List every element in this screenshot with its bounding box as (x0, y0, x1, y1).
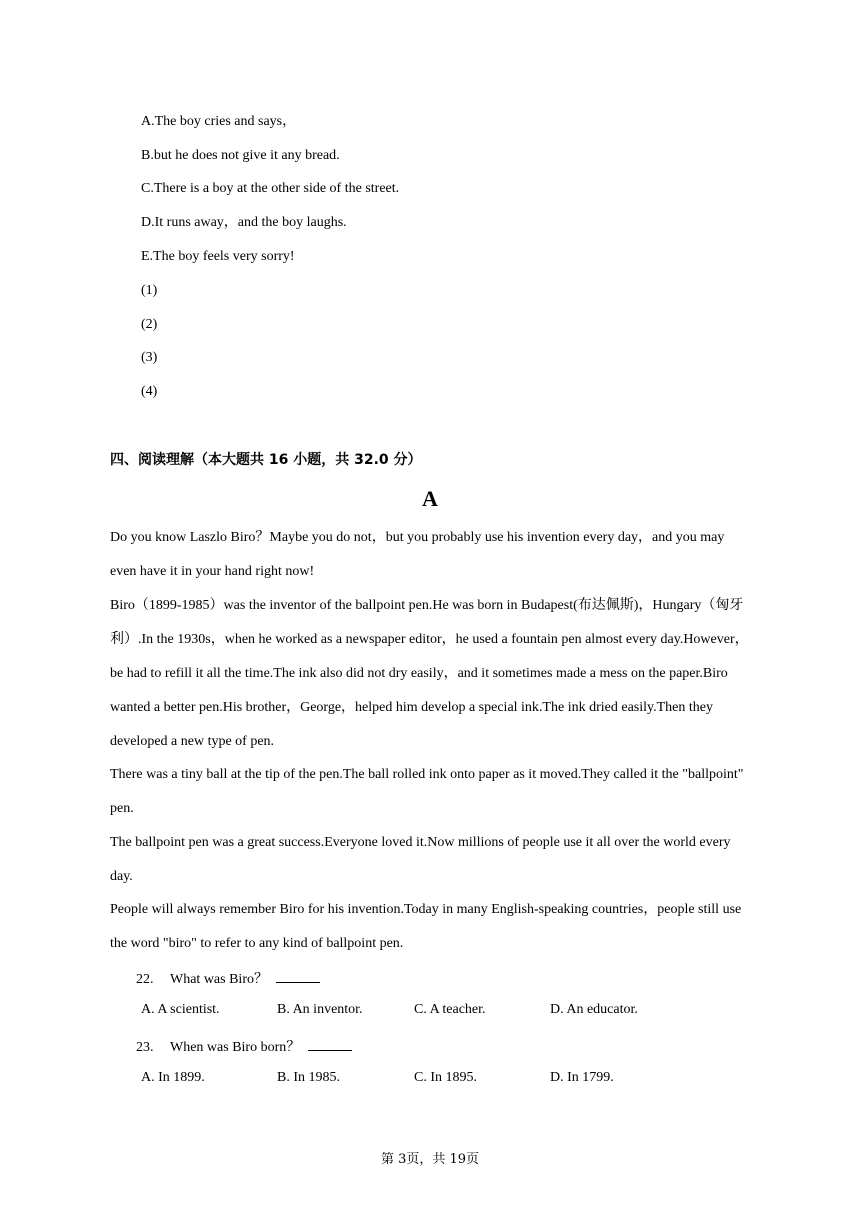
question-text: When was Biro born？ (170, 1040, 301, 1055)
section-title: 四、阅读理解（本大题共 16 小题，共 32.0 分） (110, 452, 422, 468)
choice-d: D. In 1799. (550, 1070, 614, 1085)
sentence-option-a: A.The boy cries and says， (141, 114, 297, 129)
choice-c: C. In 1895. (414, 1070, 477, 1085)
passage-paragraph: People will always remember Biro for his invention.Today in many English-speaking countries，people still use the word "biro" to refer to any kind of ballpoint pen. (110, 902, 742, 951)
page-footer: 第 3页，共 19页 (380, 1152, 480, 1167)
passage-paragraph: There was a tiny ball at the tip of the pen.The ball rolled ink onto paper as it moved.They called it the "ballpoint" pen. (110, 767, 744, 816)
question-number: 22. (136, 972, 154, 987)
choice-c: C. A teacher. (414, 1002, 486, 1017)
choice-a: A. A scientist. (141, 1002, 220, 1017)
question-22 (136, 968, 320, 988)
question-23 (136, 1036, 352, 1056)
choice-d: D. An educator. (550, 1002, 638, 1017)
sentence-option-c: C.There is a boy at the other side of the street. (141, 181, 400, 196)
blank-4: (4) (141, 384, 158, 399)
passage-paragraph: Do you know Laszlo Biro？Maybe you do not，but you probably use his invention every day，and you may even have it in your hand right now! (110, 530, 725, 579)
choice-a: A. In 1899. (141, 1070, 205, 1085)
answer-blank (276, 970, 320, 983)
passage-title: A (422, 486, 438, 511)
blank-1: (1) (141, 283, 158, 298)
sentence-option-b: B.but he does not give it any bread. (141, 148, 340, 163)
choice-b: B. An inventor. (277, 1002, 363, 1017)
passage-paragraph: The ballpoint pen was a great success.Everyone loved it.Now millions of people use it all over the world every day. (110, 835, 731, 884)
sentence-option-d: D.It runs away，and the boy laughs. (141, 215, 347, 230)
answer-blank (308, 1038, 352, 1051)
question-number: 23. (136, 1040, 154, 1055)
sentence-option-e: E.The boy feels very sorry! (141, 249, 295, 264)
passage-paragraph: Biro（1899-1985）was the inventor of the ballpoint pen.He was born in Budapest(布达佩斯)，Hungary（匈牙利）.In the 1930s，when he worked as a newspaper editor，he used a fountain pen almost every day.However，be had to refill it all the time.The ink also did not dry easily，and it sometimes made a mess on the paper.Biro wanted a better pen.His brother，George，helped him develop a special ink.The ink dried easily.Then they developed a new type of pen. (110, 598, 749, 749)
blank-3: (3) (141, 350, 158, 365)
question-text: What was Biro？ (170, 972, 268, 987)
blank-2: (2) (141, 317, 158, 332)
choice-b: B. In 1985. (277, 1070, 340, 1085)
